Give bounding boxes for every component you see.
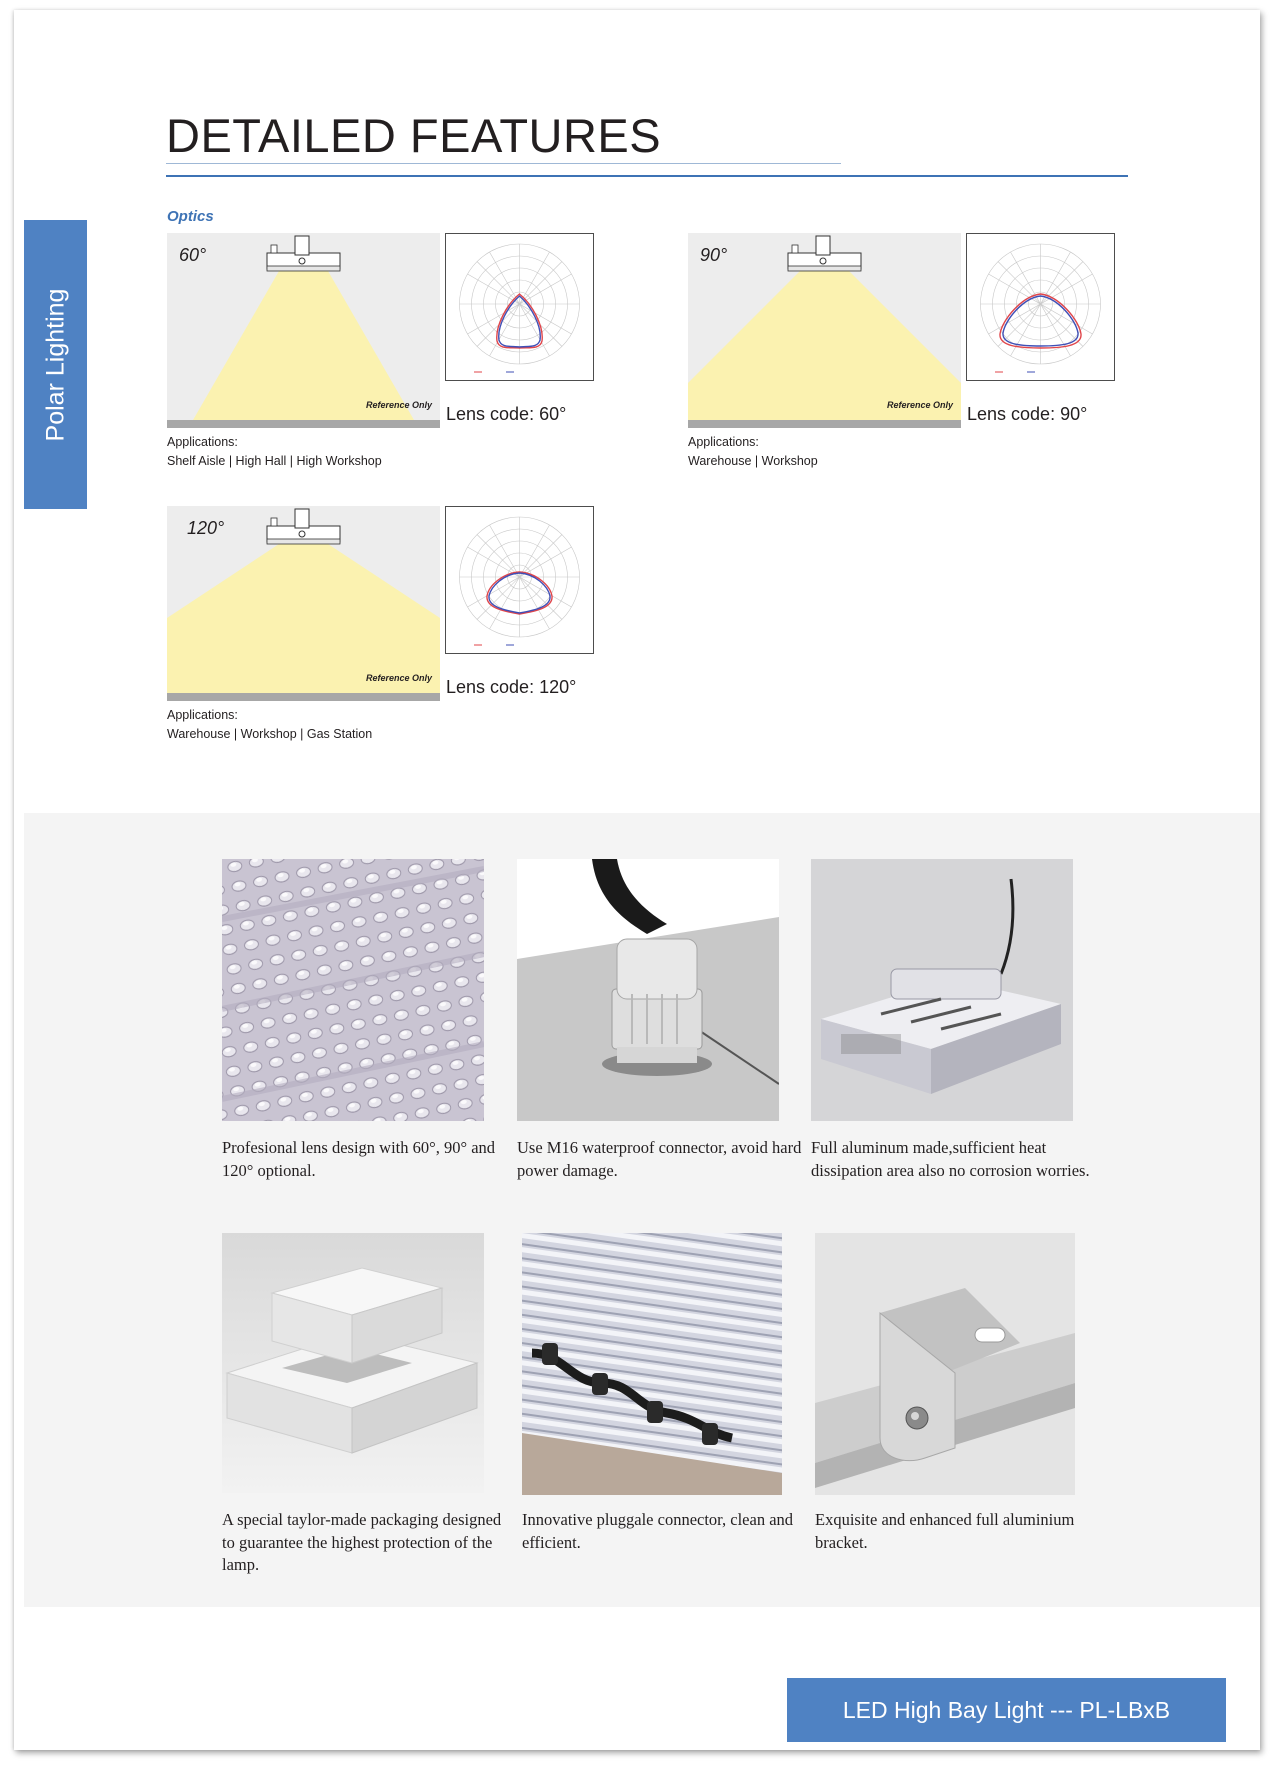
lens-code: Lens code: 120° — [446, 677, 577, 697]
footer-product-title: LED High Bay Light --- PL-LBxB — [842, 1697, 1171, 1723]
packaging-foam-photo — [222, 1233, 484, 1493]
lens-code: Lens code: 90° — [967, 404, 1088, 424]
applications-list: Shelf Aisle | High Hall | High Workshop — [167, 454, 382, 468]
beam-diagram — [167, 233, 440, 428]
applications-list: Warehouse | Workshop | Gas Station — [167, 727, 373, 741]
aluminium-bracket-photo — [815, 1233, 1075, 1495]
beam-cone — [167, 233, 440, 428]
side-tab-label: Polar Lighting — [41, 288, 69, 441]
reference-only-note: Reference Only — [365, 673, 432, 683]
beam-angle-label: 120° — [187, 518, 225, 538]
beam-diagram — [688, 233, 961, 428]
polar-distribution-chart — [445, 233, 594, 381]
reference-only-note: Reference Only — [886, 400, 953, 410]
waterproof-connector-photo — [517, 859, 779, 1121]
applications-label: Applications: — [688, 435, 759, 449]
side-tab — [24, 220, 87, 509]
feature-caption: Profesional lens design with 60°, 90° and 120° optional. — [222, 1138, 496, 1180]
optics-label: Optics — [167, 208, 214, 225]
pluggable-connector-photo — [522, 1233, 782, 1495]
polar-distribution-chart — [966, 233, 1115, 381]
floor-bar — [167, 420, 440, 428]
title-rule-light — [166, 163, 841, 164]
beam-angle-label: 90° — [700, 245, 728, 265]
feature-caption: Use M16 waterproof connector, avoid hard power damage. — [517, 1138, 802, 1180]
aluminum-housing-photo — [811, 859, 1073, 1121]
reference-only-note: Reference Only — [365, 400, 432, 410]
feature-caption: A special taylor-made packaging designed to guarantee the highest protection of the lamp. — [222, 1510, 502, 1574]
lens-array-photo — [222, 859, 484, 1121]
feature-caption: Full aluminum made,sufficient heat dissipation area also no corrosion worries. — [811, 1138, 1090, 1180]
feature-caption: Exquisite and enhanced full aluminium bracket. — [815, 1510, 1075, 1552]
optic-block-90 — [688, 233, 1128, 478]
lens-code: Lens code: 60° — [446, 404, 567, 424]
footer-bar — [787, 1678, 1226, 1742]
beam-angle-label: 60° — [179, 245, 207, 265]
floor-bar — [688, 420, 961, 428]
beam-diagram — [167, 506, 440, 701]
optic-block-120 — [167, 506, 607, 751]
page-title: DETAILED FEATURES — [166, 109, 662, 162]
polar-distribution-chart — [445, 506, 594, 654]
applications-label: Applications: — [167, 708, 238, 722]
optic-block-60 — [167, 233, 607, 478]
feature-caption: Innovative pluggale connector, clean and efficient. — [522, 1510, 794, 1552]
title-rule-dark — [166, 175, 1128, 177]
beam-cone — [688, 233, 961, 428]
floor-bar — [167, 693, 440, 701]
applications-list: Warehouse | Workshop — [688, 454, 818, 468]
applications-label: Applications: — [167, 435, 238, 449]
